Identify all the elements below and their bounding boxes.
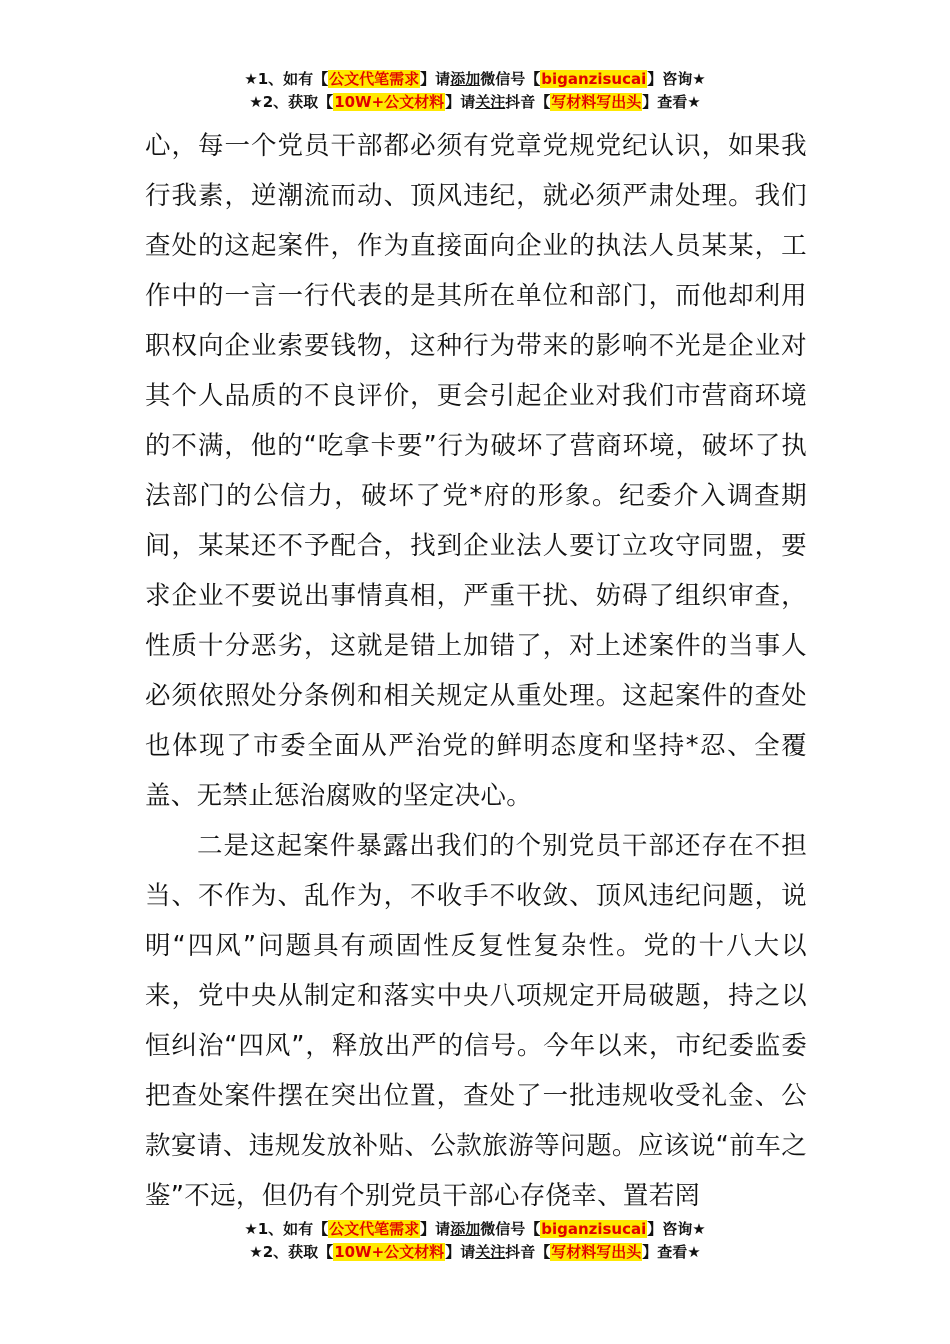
body-paragraph-2: 二是这起案件暴露出我们的个别党员干部还存在不担当、不作为、乱作为，不收手不收敛、顶风违纪问题，说明“四风”问题具有顽固性反复性复杂性。党的十八大以来，党中央从制定和落实中央八项规定开局破题，持之以恒纠治“四风”，释放出严的信号。今年以来，市纪委监委把查处案件摆在突出位置，查处了一批违规收受礼金、公款宴请、违规发放补贴、公款旅游等问题。应该说“前车之鉴”不远，但仍有个别党员干部心存侥幸、置若罔 — [145, 831, 807, 1211]
document-body — [145, 121, 807, 1221]
header-banner — [0, 68, 950, 114]
add-underlined: 添加 — [450, 1220, 481, 1238]
follow-underlined: 关注 — [475, 93, 506, 111]
footer-line-2: ★2、获取【10W+公文材料】请关注抖音【写材料写出头】查看★ — [249, 1243, 701, 1261]
douyin-account-highlight: 写材料写出头 — [551, 93, 642, 111]
follow-underlined: 关注 — [475, 1243, 506, 1261]
header-line-2: ★2、获取【10W+公文材料】请关注抖音【写材料写出头】查看★ — [249, 93, 701, 111]
wechat-id-highlight: biganzisucai — [541, 1220, 647, 1238]
service-highlight: 公文代笔需求 — [329, 1220, 420, 1238]
materials-highlight: 10W+公文材料 — [334, 1243, 445, 1261]
body-paragraph-1: 心，每一个党员干部都必须有党章党规党纪认识，如果我行我素，逆潮流而动、顶风违纪，就必须严肃处理。我们查处的这起案件，作为直接面向企业的执法人员某某，工作中的一言一行代表的是其所在单位和部门，而他却利用职权向企业索要钱物，这种行为带来的影响不光是企业对其个人品质的不良评价，更会引起企业对我们市营商环境的不满，他的“吃拿卡要”行为破坏了营商环境，破坏了执法部门的公信力，破坏了党*府的形象。纪委介入调查期间，某某还不予配合，找到企业法人要订立攻守同盟，要求企业不要说出事情真相，严重干扰、妨碍了组织审查，性质十分恶劣，这就是错上加错了，对上述案件的当事人必须依照处分条例和相关规定从重处理。这起案件的查处也体现了市委全面从严治党的鲜明态度和坚持*忍、全覆盖、无禁止惩治腐败的坚定决心。 — [145, 131, 807, 811]
wechat-id-highlight: biganzisucai — [541, 70, 647, 88]
header-line-1: ★1、如有【公文代笔需求】请添加微信号【biganzisucai】咨询★ — [244, 70, 706, 88]
materials-highlight: 10W+公文材料 — [334, 93, 445, 111]
add-underlined: 添加 — [450, 70, 481, 88]
service-highlight: 公文代笔需求 — [329, 70, 420, 88]
footer-banner — [0, 1218, 950, 1264]
douyin-account-highlight: 写材料写出头 — [551, 1243, 642, 1261]
footer-line-1: ★1、如有【公文代笔需求】请添加微信号【biganzisucai】咨询★ — [244, 1220, 706, 1238]
